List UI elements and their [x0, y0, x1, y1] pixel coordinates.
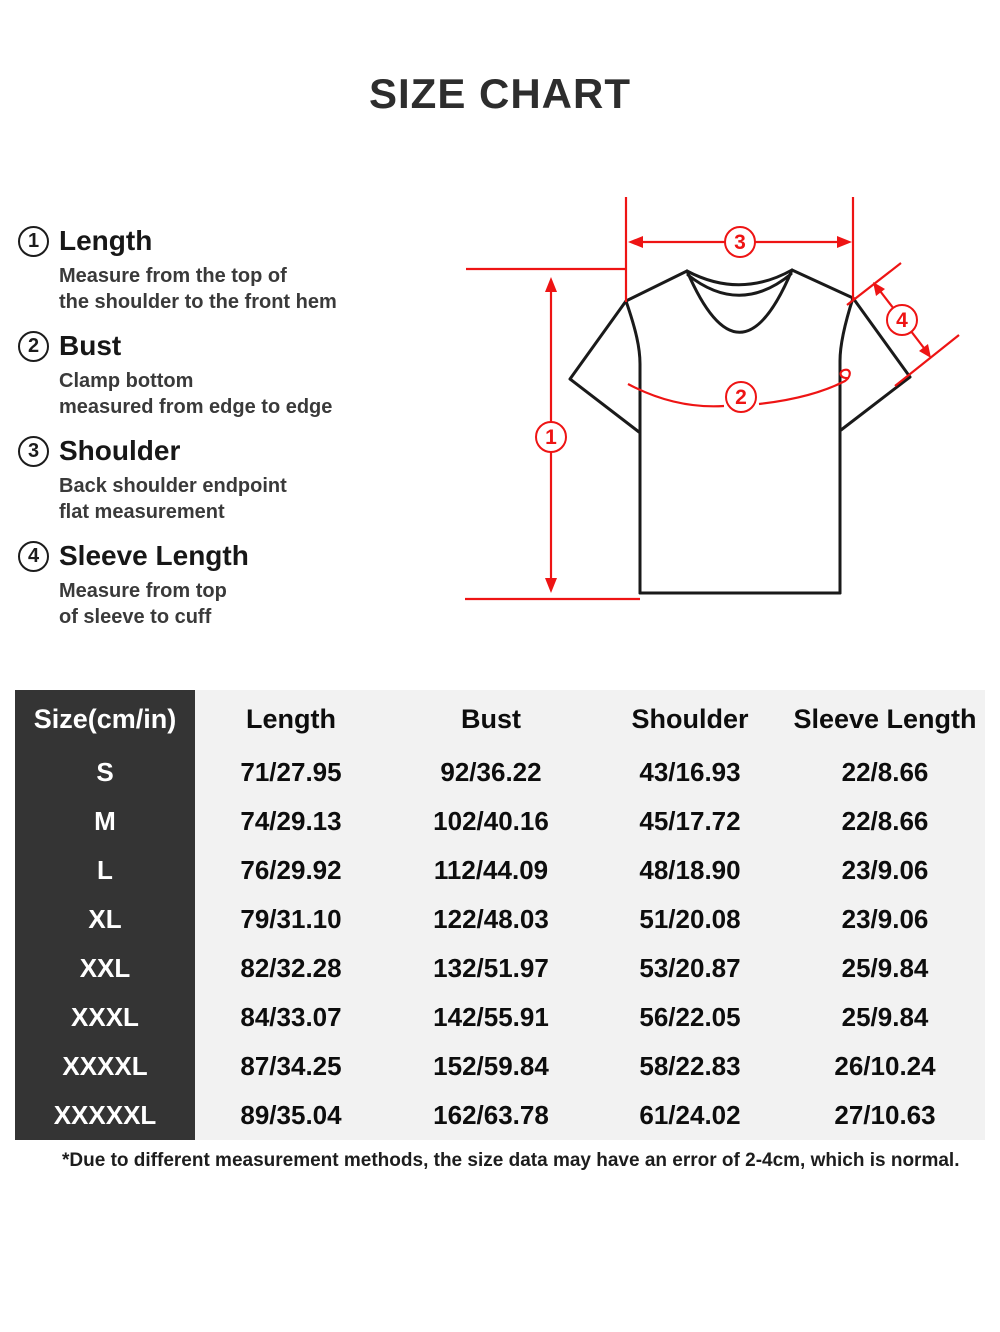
table-row — [15, 846, 985, 895]
description-line: Clamp bottom — [59, 370, 194, 392]
circled-number-2: 2 — [18, 331, 49, 362]
measurement-cell: 132/51.97 — [433, 953, 549, 983]
instruction-bust — [18, 329, 448, 420]
instruction-label: Bust — [59, 330, 122, 361]
measurement-cell: 27/10.63 — [834, 1100, 936, 1130]
size-label-cell: XL — [15, 895, 195, 944]
measurement-cell: 22/8.66 — [841, 757, 929, 787]
bust-arc-left — [628, 384, 724, 406]
page-title: SIZE CHART — [369, 70, 631, 117]
measurement-cell: 82/32.28 — [240, 953, 342, 983]
bust-arc-right — [759, 370, 850, 404]
measurement-cell: 45/17.72 — [639, 806, 741, 836]
instruction-description — [59, 473, 448, 525]
description-line: the shoulder to the front hem — [59, 291, 337, 313]
instruction-length — [18, 224, 448, 315]
circled-number-4: 4 — [18, 541, 49, 572]
measurement-cell: 87/34.25 — [240, 1051, 342, 1081]
instruction-description — [59, 263, 448, 315]
size-label-cell: XXXXL — [15, 1042, 195, 1091]
size-label-cell: M — [15, 797, 195, 846]
instruction-description — [59, 578, 448, 630]
measurement-cell: 22/8.66 — [841, 806, 929, 836]
arrowhead — [628, 236, 643, 248]
measurement-cell: 23/9.06 — [841, 855, 929, 885]
left-sleeve — [570, 271, 687, 432]
diagram-marker-2-label: 2 — [735, 386, 747, 409]
arrowhead — [545, 277, 557, 292]
table-row — [15, 797, 985, 846]
header-size: Size(cm/in) — [15, 690, 195, 748]
circled-number-1: 1 — [18, 226, 49, 257]
measurement-cell: 58/22.83 — [639, 1051, 741, 1081]
circled-number-3: 3 — [18, 436, 49, 467]
measurement-cell: 92/36.22 — [440, 757, 542, 787]
measurement-cell: 84/33.07 — [240, 1002, 342, 1032]
table-row — [15, 944, 985, 993]
measurement-cell: 112/44.09 — [433, 855, 549, 885]
instruction-description — [59, 368, 448, 420]
instruction-sleeve-length-heading — [18, 539, 448, 573]
size-table-header — [15, 690, 985, 748]
size-label-cell: XXXXXL — [15, 1091, 195, 1140]
right-body-seam — [840, 298, 853, 593]
measurement-cell: 25/9.84 — [841, 953, 929, 983]
measurement-cell: 122/48.03 — [433, 904, 549, 934]
size-table — [15, 690, 985, 1140]
header-row — [15, 690, 985, 748]
table-row — [15, 1091, 985, 1140]
measurement-cell: 26/10.24 — [834, 1051, 936, 1081]
header-sleeve-length: Sleeve Length — [793, 703, 977, 734]
diagram-marker-4-label: 4 — [896, 309, 908, 332]
measurement-cell: 71/27.95 — [240, 757, 342, 787]
arrowhead — [837, 236, 852, 248]
instruction-label: Length — [59, 225, 153, 256]
header-shoulder: Shoulder — [631, 703, 749, 734]
size-table-body — [15, 748, 985, 1140]
instruction-shoulder-heading — [18, 434, 448, 468]
left-body-seam — [626, 301, 640, 593]
right-sleeve — [792, 270, 910, 430]
size-label-cell: S — [15, 748, 195, 797]
measurement-cell: 89/35.04 — [240, 1100, 342, 1130]
measurement-cell: 43/16.93 — [639, 757, 741, 787]
instruction-shoulder — [18, 434, 448, 525]
measurement-cell: 23/9.06 — [841, 904, 929, 934]
size-label-cell: XXL — [15, 944, 195, 993]
measurement-instructions — [18, 224, 448, 644]
bust-measure — [628, 370, 850, 412]
instruction-length-heading — [18, 224, 448, 258]
description-line: Back shoulder endpoint — [59, 475, 287, 497]
size-label-cell: L — [15, 846, 195, 895]
measurement-cell: 152/59.84 — [433, 1051, 549, 1081]
description-line: Measure from top — [59, 580, 227, 602]
measurement-cell: 162/63.78 — [433, 1100, 549, 1130]
table-row — [15, 748, 985, 797]
table-row — [15, 895, 985, 944]
instruction-bust-heading — [18, 329, 448, 363]
diagram-marker-1-label: 1 — [545, 426, 557, 449]
header-length: Length — [246, 703, 336, 734]
instruction-label: Shoulder — [59, 435, 181, 466]
collar-top-arc — [687, 270, 792, 285]
instruction-sleeve-length — [18, 539, 448, 630]
size-label-cell: XXXL — [15, 993, 195, 1042]
measurement-cell: 53/20.87 — [639, 953, 741, 983]
measurement-cell: 51/20.08 — [639, 904, 741, 934]
description-line: of sleeve to cuff — [59, 606, 212, 628]
measurement-cell: 48/18.90 — [639, 855, 741, 885]
description-line: Measure from the top of — [59, 265, 287, 287]
table-row — [15, 993, 985, 1042]
measurement-cell: 25/9.84 — [841, 1002, 929, 1032]
diagram-marker-3-label: 3 — [734, 231, 746, 254]
tshirt-measurement-diagram — [440, 180, 1000, 640]
table-row — [15, 1042, 985, 1091]
measurement-cell: 79/31.10 — [240, 904, 342, 934]
measurement-cell: 61/24.02 — [639, 1100, 741, 1130]
measurement-cell: 74/29.13 — [240, 806, 342, 836]
measurement-cell: 142/55.91 — [433, 1002, 549, 1032]
description-line: measured from edge to edge — [59, 396, 333, 418]
footnote: *Due to different measurement methods, the size data may have an error of 2-4cm, which is normal. — [62, 1150, 960, 1171]
extension-line — [895, 335, 959, 386]
measurement-cell: 76/29.92 — [240, 855, 342, 885]
header-bust: Bust — [461, 703, 521, 734]
tshirt-outline — [570, 270, 910, 593]
arrowhead — [919, 344, 931, 358]
instruction-label: Sleeve Length — [59, 540, 249, 571]
measurement-cell: 102/40.16 — [433, 806, 549, 836]
description-line: flat measurement — [59, 501, 225, 523]
arrowhead — [545, 578, 557, 593]
measurement-cell: 56/22.05 — [639, 1002, 741, 1032]
